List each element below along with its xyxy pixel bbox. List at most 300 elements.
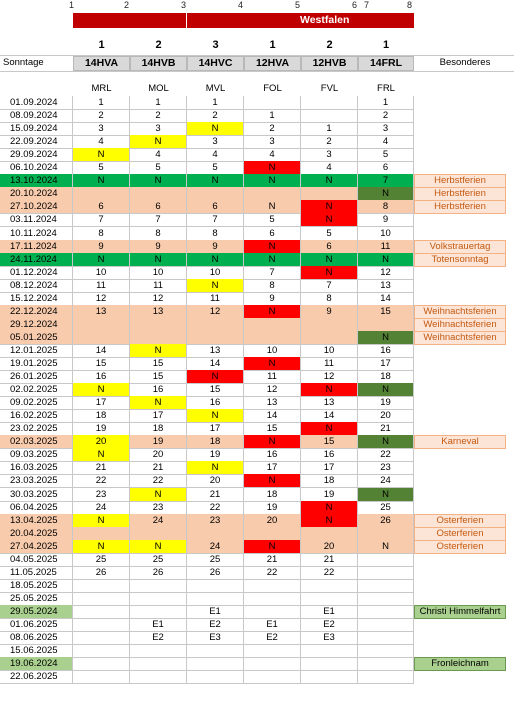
schedule-cell[interactable]: [187, 605, 244, 619]
ruler-number[interactable]: 1: [68, 0, 74, 10]
besonderes-cell[interactable]: [414, 644, 506, 658]
schedule-cell[interactable]: [73, 579, 130, 593]
besonderes-cell[interactable]: [414, 474, 506, 488]
schedule-cell[interactable]: [244, 644, 301, 658]
schedule-cell[interactable]: [187, 566, 244, 580]
date-cell[interactable]: [0, 213, 73, 227]
schedule-cell[interactable]: [301, 240, 358, 254]
schedule-cell[interactable]: [358, 174, 414, 188]
besonderes-cell[interactable]: [414, 579, 506, 593]
schedule-cell[interactable]: [73, 370, 130, 384]
schedule-cell[interactable]: [187, 448, 244, 462]
schedule-cell[interactable]: [187, 135, 244, 149]
schedule-cell[interactable]: [301, 161, 358, 175]
schedule-cell[interactable]: [130, 187, 187, 201]
schedule-cell[interactable]: [244, 292, 301, 306]
schedule-cell[interactable]: [73, 540, 130, 554]
group-number[interactable]: 1: [98, 39, 105, 51]
schedule-cell[interactable]: [130, 227, 187, 241]
schedule-cell[interactable]: [187, 161, 244, 175]
schedule-cell[interactable]: [244, 135, 301, 149]
schedule-cell[interactable]: [301, 122, 358, 136]
schedule-cell[interactable]: [244, 318, 301, 332]
schedule-cell[interactable]: [130, 213, 187, 227]
date-cell[interactable]: [0, 331, 73, 345]
schedule-cell[interactable]: [244, 331, 301, 345]
schedule-cell[interactable]: [187, 148, 244, 162]
besonderes-cell[interactable]: [414, 318, 506, 332]
schedule-cell[interactable]: [358, 605, 414, 619]
schedule-cell[interactable]: [73, 474, 130, 488]
schedule-cell[interactable]: [130, 605, 187, 619]
schedule-cell[interactable]: [73, 253, 130, 267]
besonderes-cell[interactable]: [414, 422, 506, 436]
schedule-cell[interactable]: [73, 514, 130, 528]
schedule-cell[interactable]: [358, 213, 414, 227]
besonderes-cell[interactable]: [414, 435, 506, 449]
date-cell[interactable]: [0, 357, 73, 371]
schedule-cell[interactable]: [187, 514, 244, 528]
schedule-cell[interactable]: [358, 527, 414, 541]
schedule-cell[interactable]: [244, 618, 301, 632]
schedule-cell[interactable]: [130, 618, 187, 632]
besonderes-cell[interactable]: [414, 279, 506, 293]
date-cell[interactable]: [0, 540, 73, 554]
schedule-cell[interactable]: [244, 488, 301, 502]
schedule-cell[interactable]: [244, 357, 301, 371]
schedule-cell[interactable]: [301, 148, 358, 162]
besonderes-cell[interactable]: [414, 527, 506, 541]
schedule-cell[interactable]: [358, 96, 414, 110]
schedule-cell[interactable]: [358, 240, 414, 254]
schedule-cell[interactable]: [73, 527, 130, 541]
ruler-number[interactable]: 2: [123, 0, 129, 10]
schedule-cell[interactable]: [301, 631, 358, 645]
schedule-cell[interactable]: [244, 109, 301, 123]
date-cell[interactable]: [0, 514, 73, 528]
schedule-cell[interactable]: [358, 553, 414, 567]
date-cell[interactable]: [0, 344, 73, 358]
schedule-cell[interactable]: [244, 605, 301, 619]
schedule-cell[interactable]: [130, 592, 187, 606]
besonderes-cell[interactable]: [414, 344, 506, 358]
schedule-cell[interactable]: [73, 187, 130, 201]
schedule-cell[interactable]: [358, 461, 414, 475]
besonderes-cell[interactable]: [414, 540, 506, 554]
schedule-cell[interactable]: [244, 96, 301, 110]
besonderes-cell[interactable]: [414, 266, 506, 280]
schedule-cell[interactable]: [130, 514, 187, 528]
schedule-cell[interactable]: [244, 148, 301, 162]
teacher-abbreviation[interactable]: FOL: [263, 83, 282, 94]
schedule-cell[interactable]: [187, 488, 244, 502]
schedule-cell[interactable]: [301, 592, 358, 606]
schedule-cell[interactable]: [130, 279, 187, 293]
besonderes-cell[interactable]: [414, 96, 506, 110]
schedule-cell[interactable]: [301, 566, 358, 580]
schedule-cell[interactable]: [130, 357, 187, 371]
schedule-cell[interactable]: [130, 435, 187, 449]
schedule-cell[interactable]: [244, 670, 301, 684]
date-cell[interactable]: [0, 174, 73, 188]
besonderes-cell[interactable]: [414, 240, 506, 254]
schedule-cell[interactable]: [358, 657, 414, 671]
date-cell[interactable]: [0, 318, 73, 332]
besonderes-cell[interactable]: [414, 187, 506, 201]
date-cell[interactable]: [0, 592, 73, 606]
besonderes-cell[interactable]: [414, 135, 506, 149]
schedule-cell[interactable]: [187, 305, 244, 319]
date-cell[interactable]: [0, 670, 73, 684]
date-cell[interactable]: [0, 122, 73, 136]
schedule-cell[interactable]: [187, 670, 244, 684]
besonderes-cell[interactable]: [414, 174, 506, 188]
schedule-cell[interactable]: [187, 344, 244, 358]
schedule-cell[interactable]: [130, 566, 187, 580]
schedule-cell[interactable]: [187, 96, 244, 110]
schedule-cell[interactable]: [244, 566, 301, 580]
date-cell[interactable]: [0, 187, 73, 201]
schedule-cell[interactable]: [73, 631, 130, 645]
schedule-cell[interactable]: [73, 357, 130, 371]
schedule-cell[interactable]: [187, 240, 244, 254]
date-cell[interactable]: [0, 96, 73, 110]
schedule-cell[interactable]: [130, 122, 187, 136]
schedule-cell[interactable]: [358, 292, 414, 306]
besonderes-cell[interactable]: [414, 122, 506, 136]
schedule-cell[interactable]: [358, 383, 414, 397]
schedule-cell[interactable]: [187, 279, 244, 293]
group-number[interactable]: 2: [155, 39, 162, 51]
schedule-cell[interactable]: [301, 422, 358, 436]
schedule-cell[interactable]: [73, 331, 130, 345]
schedule-cell[interactable]: [244, 514, 301, 528]
schedule-cell[interactable]: [244, 240, 301, 254]
schedule-cell[interactable]: [130, 96, 187, 110]
schedule-cell[interactable]: [358, 318, 414, 332]
schedule-cell[interactable]: [244, 383, 301, 397]
schedule-cell[interactable]: [130, 266, 187, 280]
schedule-cell[interactable]: [244, 435, 301, 449]
schedule-cell[interactable]: [187, 461, 244, 475]
date-cell[interactable]: [0, 631, 73, 645]
besonderes-cell[interactable]: [414, 253, 506, 267]
date-cell[interactable]: [0, 435, 73, 449]
schedule-cell[interactable]: [301, 331, 358, 345]
besonderes-cell[interactable]: [414, 670, 506, 684]
class-code-header[interactable]: 12HVB: [301, 56, 358, 71]
schedule-cell[interactable]: [187, 579, 244, 593]
schedule-cell[interactable]: [130, 344, 187, 358]
group-number[interactable]: 1: [382, 39, 390, 51]
schedule-cell[interactable]: [301, 383, 358, 397]
schedule-cell[interactable]: [73, 566, 130, 580]
schedule-cell[interactable]: [187, 422, 244, 436]
schedule-cell[interactable]: [358, 592, 414, 606]
schedule-cell[interactable]: [301, 357, 358, 371]
date-cell[interactable]: [0, 266, 73, 280]
schedule-cell[interactable]: [244, 174, 301, 188]
schedule-cell[interactable]: [73, 122, 130, 136]
schedule-cell[interactable]: [244, 187, 301, 201]
ruler-number[interactable]: 7: [363, 0, 369, 10]
teacher-abbreviation[interactable]: MVL: [205, 83, 226, 94]
schedule-cell[interactable]: [130, 174, 187, 188]
schedule-cell[interactable]: [130, 240, 187, 254]
schedule-cell[interactable]: [244, 592, 301, 606]
besonderes-header[interactable]: Besonderes: [439, 57, 491, 68]
group-number[interactable]: 2: [326, 39, 333, 51]
besonderes-cell[interactable]: [414, 566, 506, 580]
schedule-cell[interactable]: [187, 266, 244, 280]
schedule-cell[interactable]: [301, 670, 358, 684]
schedule-cell[interactable]: [187, 187, 244, 201]
schedule-cell[interactable]: [244, 540, 301, 554]
schedule-cell[interactable]: [358, 357, 414, 371]
class-code-header[interactable]: 14HVC: [187, 56, 244, 71]
besonderes-cell[interactable]: [414, 213, 506, 227]
schedule-cell[interactable]: [187, 109, 244, 123]
schedule-cell[interactable]: [358, 370, 414, 384]
schedule-cell[interactable]: [130, 579, 187, 593]
teacher-abbreviation[interactable]: FRL: [377, 83, 395, 94]
besonderes-cell[interactable]: [414, 148, 506, 162]
schedule-cell[interactable]: [358, 148, 414, 162]
schedule-cell[interactable]: [130, 657, 187, 671]
schedule-cell[interactable]: [358, 618, 414, 632]
besonderes-cell[interactable]: [414, 592, 506, 606]
besonderes-cell[interactable]: [414, 461, 506, 475]
date-cell[interactable]: [0, 148, 73, 162]
date-cell[interactable]: [0, 422, 73, 436]
schedule-cell[interactable]: [130, 383, 187, 397]
schedule-cell[interactable]: [244, 370, 301, 384]
schedule-cell[interactable]: [187, 174, 244, 188]
schedule-cell[interactable]: [73, 161, 130, 175]
schedule-cell[interactable]: [187, 227, 244, 241]
schedule-cell[interactable]: [73, 448, 130, 462]
schedule-cell[interactable]: [73, 409, 130, 423]
schedule-cell[interactable]: [358, 631, 414, 645]
besonderes-cell[interactable]: [414, 631, 506, 645]
schedule-cell[interactable]: [73, 96, 130, 110]
schedule-cell[interactable]: [301, 135, 358, 149]
schedule-cell[interactable]: [244, 527, 301, 541]
schedule-cell[interactable]: [244, 461, 301, 475]
schedule-cell[interactable]: [301, 227, 358, 241]
schedule-cell[interactable]: [301, 527, 358, 541]
besonderes-cell[interactable]: [414, 292, 506, 306]
schedule-cell[interactable]: [130, 396, 187, 410]
schedule-cell[interactable]: [244, 631, 301, 645]
date-cell[interactable]: [0, 409, 73, 423]
schedule-cell[interactable]: [358, 109, 414, 123]
schedule-cell[interactable]: [358, 279, 414, 293]
besonderes-cell[interactable]: [414, 514, 506, 528]
schedule-cell[interactable]: [301, 344, 358, 358]
schedule-cell[interactable]: [130, 488, 187, 502]
schedule-cell[interactable]: [301, 514, 358, 528]
schedule-cell[interactable]: [358, 540, 414, 554]
besonderes-cell[interactable]: [414, 657, 506, 671]
besonderes-cell[interactable]: [414, 409, 506, 423]
schedule-cell[interactable]: [244, 474, 301, 488]
schedule-cell[interactable]: [187, 383, 244, 397]
schedule-cell[interactable]: [130, 422, 187, 436]
schedule-cell[interactable]: [73, 396, 130, 410]
schedule-cell[interactable]: [301, 266, 358, 280]
schedule-cell[interactable]: [187, 253, 244, 267]
schedule-cell[interactable]: [187, 357, 244, 371]
schedule-cell[interactable]: [130, 631, 187, 645]
date-cell[interactable]: [0, 396, 73, 410]
schedule-cell[interactable]: [130, 148, 187, 162]
date-cell[interactable]: [0, 488, 73, 502]
schedule-cell[interactable]: [244, 266, 301, 280]
title-bar-left[interactable]: [73, 13, 186, 28]
schedule-cell[interactable]: [301, 109, 358, 123]
schedule-cell[interactable]: [301, 488, 358, 502]
schedule-cell[interactable]: [358, 331, 414, 345]
date-cell[interactable]: [0, 305, 73, 319]
schedule-cell[interactable]: [187, 370, 244, 384]
schedule-cell[interactable]: [301, 213, 358, 227]
group-number[interactable]: 1: [269, 39, 276, 51]
schedule-cell[interactable]: [358, 514, 414, 528]
schedule-cell[interactable]: [244, 213, 301, 227]
schedule-cell[interactable]: [301, 474, 358, 488]
schedule-cell[interactable]: [358, 135, 414, 149]
schedule-cell[interactable]: [73, 488, 130, 502]
schedule-cell[interactable]: [73, 383, 130, 397]
schedule-cell[interactable]: [244, 657, 301, 671]
schedule-cell[interactable]: [73, 279, 130, 293]
schedule-cell[interactable]: [244, 501, 301, 515]
schedule-cell[interactable]: [130, 501, 187, 515]
schedule-cell[interactable]: [73, 227, 130, 241]
schedule-cell[interactable]: [73, 135, 130, 149]
besonderes-cell[interactable]: [414, 227, 506, 241]
schedule-cell[interactable]: [244, 200, 301, 214]
date-cell[interactable]: [0, 135, 73, 149]
date-cell[interactable]: [0, 292, 73, 306]
besonderes-cell[interactable]: [414, 553, 506, 567]
besonderes-cell[interactable]: [414, 370, 506, 384]
besonderes-cell[interactable]: [414, 488, 506, 502]
schedule-cell[interactable]: [73, 670, 130, 684]
date-cell[interactable]: [0, 200, 73, 214]
schedule-cell[interactable]: [73, 605, 130, 619]
date-cell[interactable]: [0, 279, 73, 293]
teacher-abbreviation[interactable]: FVL: [320, 83, 339, 94]
schedule-cell[interactable]: [244, 227, 301, 241]
schedule-cell[interactable]: [73, 200, 130, 214]
schedule-cell[interactable]: [187, 213, 244, 227]
date-cell[interactable]: [0, 527, 73, 541]
schedule-cell[interactable]: [301, 461, 358, 475]
besonderes-cell[interactable]: [414, 501, 506, 515]
schedule-cell[interactable]: [301, 644, 358, 658]
date-cell[interactable]: [0, 370, 73, 384]
schedule-cell[interactable]: [187, 331, 244, 345]
schedule-cell[interactable]: [301, 370, 358, 384]
schedule-cell[interactable]: [73, 266, 130, 280]
besonderes-cell[interactable]: [414, 305, 506, 319]
schedule-cell[interactable]: [187, 122, 244, 136]
schedule-cell[interactable]: [358, 122, 414, 136]
schedule-cell[interactable]: [130, 253, 187, 267]
schedule-cell[interactable]: [358, 435, 414, 449]
schedule-cell[interactable]: [244, 344, 301, 358]
schedule-cell[interactable]: [73, 553, 130, 567]
schedule-cell[interactable]: [130, 527, 187, 541]
besonderes-cell[interactable]: [414, 448, 506, 462]
schedule-cell[interactable]: [73, 318, 130, 332]
schedule-cell[interactable]: [73, 292, 130, 306]
schedule-cell[interactable]: [301, 174, 358, 188]
schedule-cell[interactable]: [130, 448, 187, 462]
schedule-cell[interactable]: [73, 148, 130, 162]
schedule-cell[interactable]: [187, 592, 244, 606]
schedule-cell[interactable]: [301, 200, 358, 214]
class-code-header[interactable]: 14HVA: [73, 56, 130, 71]
schedule-cell[interactable]: [244, 396, 301, 410]
schedule-cell[interactable]: [358, 474, 414, 488]
schedule-cell[interactable]: [244, 305, 301, 319]
schedule-cell[interactable]: [73, 657, 130, 671]
schedule-cell[interactable]: [358, 161, 414, 175]
schedule-cell[interactable]: [358, 200, 414, 214]
date-cell[interactable]: [0, 644, 73, 658]
ruler-number[interactable]: 8: [406, 0, 412, 10]
besonderes-cell[interactable]: [414, 109, 506, 123]
schedule-cell[interactable]: [358, 670, 414, 684]
ruler-number[interactable]: 4: [237, 0, 243, 10]
schedule-cell[interactable]: [187, 501, 244, 515]
schedule-cell[interactable]: [358, 253, 414, 267]
schedule-cell[interactable]: [73, 109, 130, 123]
date-cell[interactable]: [0, 657, 73, 671]
region-title-cell[interactable]: [187, 13, 414, 28]
besonderes-cell[interactable]: [414, 357, 506, 371]
schedule-cell[interactable]: [358, 396, 414, 410]
schedule-cell[interactable]: [358, 422, 414, 436]
date-cell[interactable]: [0, 579, 73, 593]
date-cell[interactable]: [0, 474, 73, 488]
schedule-cell[interactable]: [358, 566, 414, 580]
ruler-number[interactable]: 6: [351, 0, 357, 10]
sonntage-header[interactable]: Sonntage: [3, 57, 44, 68]
schedule-cell[interactable]: [187, 292, 244, 306]
schedule-cell[interactable]: [73, 644, 130, 658]
schedule-cell[interactable]: [244, 279, 301, 293]
besonderes-cell[interactable]: [414, 161, 506, 175]
schedule-cell[interactable]: [301, 396, 358, 410]
date-cell[interactable]: [0, 253, 73, 267]
schedule-cell[interactable]: [130, 644, 187, 658]
schedule-cell[interactable]: [301, 657, 358, 671]
schedule-cell[interactable]: [73, 461, 130, 475]
schedule-cell[interactable]: [187, 200, 244, 214]
schedule-cell[interactable]: [301, 279, 358, 293]
schedule-cell[interactable]: [130, 553, 187, 567]
schedule-cell[interactable]: [130, 318, 187, 332]
schedule-cell[interactable]: [187, 553, 244, 567]
schedule-cell[interactable]: [244, 122, 301, 136]
class-code-header[interactable]: 14HVB: [130, 56, 187, 71]
schedule-cell[interactable]: [244, 161, 301, 175]
schedule-cell[interactable]: [73, 174, 130, 188]
